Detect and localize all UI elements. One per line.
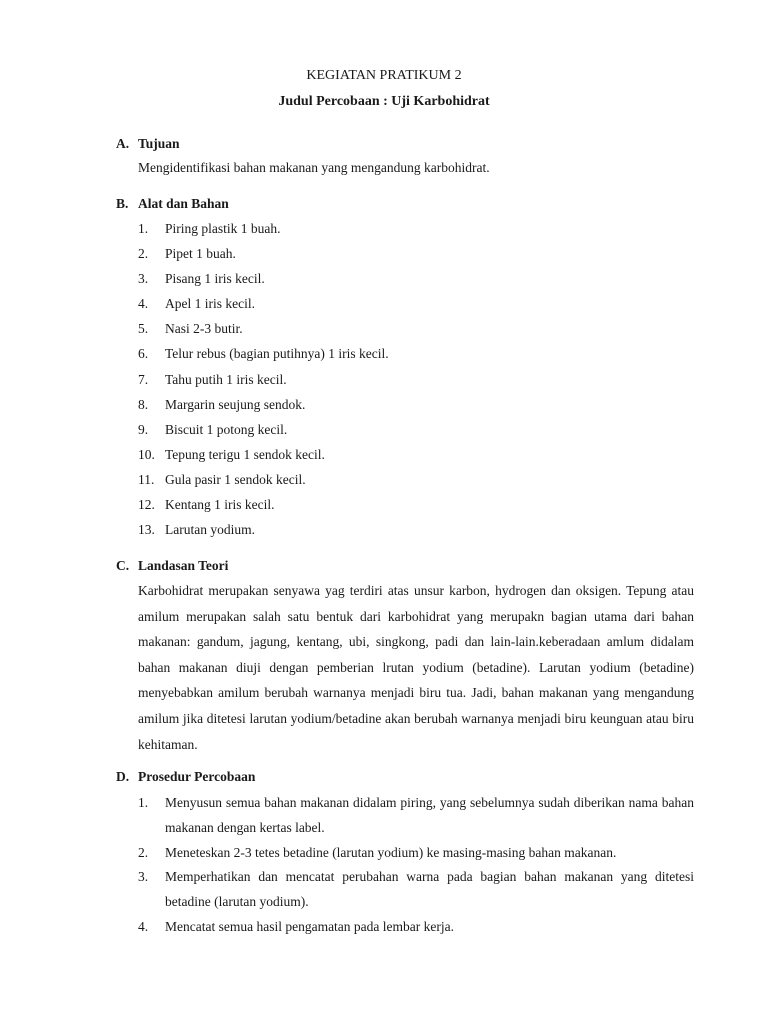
section-a-letter: A. [116,136,130,151]
list-item-text: Kentang 1 iris kecil. [165,497,275,513]
list-item [138,467,694,492]
list-item-number: 3. [138,271,149,287]
list-item-number: 8. [138,396,149,412]
list-item [138,392,694,417]
list-item [138,316,694,341]
list-item-number: 3. [138,869,149,885]
list-item-number: 9. [138,421,149,437]
list-item-text: Tepung terigu 1 sendok kecil. [165,446,325,462]
list-item-number: 5. [138,321,149,337]
list-item [138,216,694,241]
list-item [138,915,694,940]
list-item-text: Menyusun semua bahan makanan didalam piring, yang sebelumnya sudah diberikan nama bahan makanan dengan kertas label. [165,795,694,835]
list-item-number: 12. [138,497,155,513]
list-item [138,865,694,915]
list-item-text: Memperhatikan dan mencatat perubahan warna pada bagian bahan makanan yang ditetesi betadine (larutan yodium). [165,869,694,910]
section-a-text: Mengidentifikasi bahan makanan yang mengandung karbohidrat. [138,160,490,175]
list-item [138,791,694,841]
list-item [138,442,694,467]
list-item-number: 13. [138,522,155,538]
section-c-heading [116,558,228,574]
list-item [138,417,694,442]
list-item [138,341,694,366]
list-item-number: 2. [138,246,149,262]
list-item-number: 1. [138,795,149,810]
list-item [138,291,694,316]
section-b-title: Alat dan Bahan [138,196,229,211]
materials-list [138,216,694,542]
section-a-title: Tujuan [138,136,180,151]
list-item [138,492,694,517]
section-c-text: Karbohidrat merupakan senyawa yag terdiri atas unsur karbon, hydrogen dan oksigen. Tepung atau amilum merupakan salah satu bentuk dari karbohidrat yang merupakn bagian utama dari bahan makanan: gandum, jagung, kentang, ubi, singkong, padi dan lain-lain.keberadaan amlum didalam bahan makanan diuji dengan pemberian lrutan yodium (betadine). Larutan yodium (betadine) menyebabkan amilum berubah warnanya menjadi biru tua. Jadi, bahan makanan yang mengandung amilum jika ditetesi larutan yodium/betadine akan berubah warnanya menjadi biru keunguan atau biru kehitaman. [138,583,694,752]
section-c-letter: C. [116,558,130,573]
section-d-title: Prosedur Percobaan [138,769,256,784]
list-item [138,517,694,542]
list-item-text: Gula pasir 1 sendok kecil. [165,471,306,487]
list-item-text: Piring plastik 1 buah. [165,221,281,236]
section-b-letter: B. [116,196,129,211]
section-d-heading [116,769,255,785]
list-item [138,841,694,866]
section-d-letter: D. [116,769,130,784]
list-item-number: 11. [138,471,155,487]
section-c-title: Landasan Teori [138,558,229,573]
list-item [138,266,694,291]
list-item-text: Biscuit 1 potong kecil. [165,421,288,437]
list-item-number: 6. [138,346,149,362]
experiment-title: Judul Percobaan : Uji Karbohidrat [278,94,490,109]
list-item-text: Tahu putih 1 iris kecil. [165,371,287,387]
list-item-number: 4. [138,296,149,312]
list-item [138,367,694,392]
procedure-list [138,791,694,940]
list-item-number: 10. [138,446,155,462]
section-b-heading [116,196,229,212]
list-item-text: Pipet 1 buah. [165,246,236,262]
list-item-number: 7. [138,371,149,387]
list-item-text: Pisang 1 iris kecil. [165,271,265,287]
document-title: KEGIATAN PRATIKUM 2 [306,68,462,83]
list-item [138,241,694,266]
list-item-number: 4. [138,918,149,934]
list-item-text: Mencatat semua hasil pengamatan pada lembar kerja. [165,918,454,934]
list-item-text: Larutan yodium. [165,522,255,538]
list-item-text: Margarin seujung sendok. [165,396,306,412]
list-item-text: Nasi 2-3 butir. [165,321,243,337]
list-item-text: Telur rebus (bagian putihnya) 1 iris kecil. [165,346,389,362]
list-item-text: Apel 1 iris kecil. [165,296,255,312]
list-item-number: 2. [138,844,149,860]
section-a-heading [116,136,180,152]
list-item-number: 1. [138,221,149,236]
list-item-text: Meneteskan 2-3 tetes betadine (larutan yodium) ke masing-masing bahan makanan. [165,844,617,860]
